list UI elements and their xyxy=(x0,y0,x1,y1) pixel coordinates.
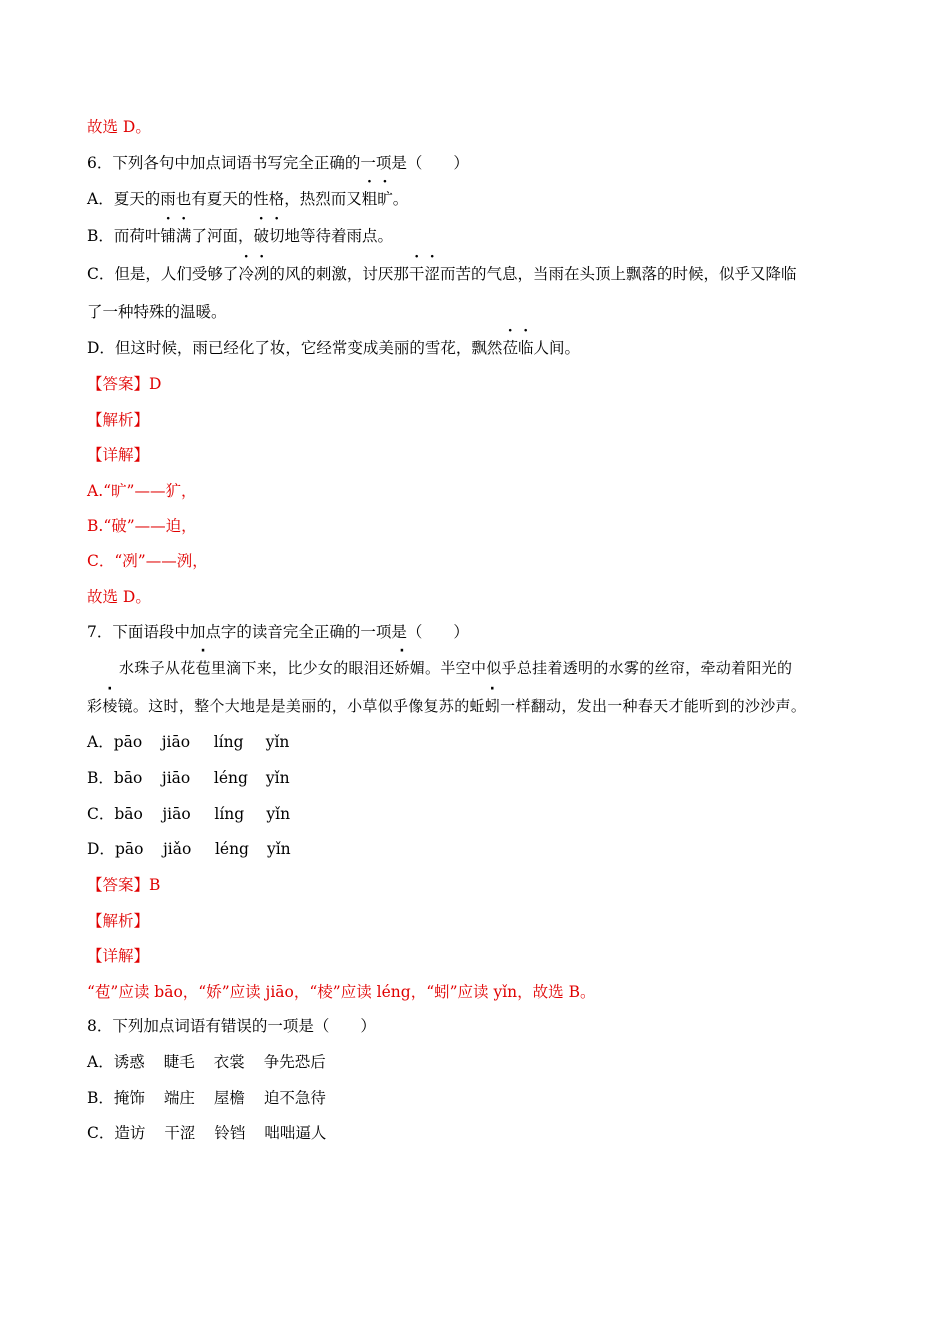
q8-option-c: C．造访 干涩 铃铛 咄咄逼人 xyxy=(87,1124,327,1142)
q6-option-c-cont: 了一种特殊的温暖。 xyxy=(87,303,227,321)
q6-option-d: D．但这时候，雨已经化了妆，它经常变成美丽的雪花，飘然莅临人间。 xyxy=(87,339,580,357)
q6-option-c: C．但是，人们受够了冷冽的风的刺激，讨厌那干涩而苦的气息，当雨在头顶上飘落的时候，似乎又降临 xyxy=(87,265,797,283)
q6-explain-c: C．“冽”——洌， xyxy=(87,552,208,570)
q7-stem: 7．下面语段中加点字的读音完全正确的一项是（ ） xyxy=(87,623,469,641)
q6-conclusion: 故选 D。 xyxy=(87,588,151,606)
q8-option-b: B．掩饰 端庄 屋檐 迫不急待 xyxy=(87,1089,326,1107)
q6-answer: 【答案】D xyxy=(87,375,162,393)
q8-option-a: A．诱惑 睫毛 衣裳 争先恐后 xyxy=(87,1053,326,1071)
q5-conclusion: 故选 D。 xyxy=(87,118,151,136)
q6-detail-label: 【详解】 xyxy=(87,446,150,464)
q7-option-d: D．pāo jiǎo léng yǐn xyxy=(87,840,291,858)
q6-analysis-label: 【解析】 xyxy=(87,411,150,429)
q7-analysis-label: 【解析】 xyxy=(87,912,150,930)
q7-passage-line2: 彩棱镜。这时，整个大地是是美丽的，小草似乎像复苏的蚯蚓一样翻动，发出一种春天才能听到的沙沙声。 xyxy=(87,697,807,715)
q8-stem: 8．下列加点词语有错误的一项是（ ） xyxy=(87,1017,376,1035)
q7-option-c: C．bāo jiāo líng yǐn xyxy=(87,805,291,823)
q7-option-a: A．pāo jiāo líng yǐn xyxy=(87,733,290,751)
q6-explain-b: B.“破”——迫， xyxy=(87,517,197,535)
q7-explanation: “苞”应读 bāo，“娇”应读 jiāo，“棱”应读 léng，“蚓”应读 yǐn，故选 B。 xyxy=(87,983,596,1001)
q7-passage-line1: 水珠子从花苞里滴下来，比少女的眼泪还娇媚。半空中似乎总挂着透明的水雾的丝帘，牵动着阳光的 xyxy=(119,659,793,677)
q7-option-b: B．bāo jiāo léng yǐn xyxy=(87,769,290,787)
q7-detail-label: 【详解】 xyxy=(87,947,150,965)
q6-option-b: B．而荷叶铺满了河面，破切地等待着雨点。 xyxy=(87,227,393,245)
q6-option-a: A．夏天的雨也有夏天的性格，热烈而又粗旷。 xyxy=(87,190,409,208)
q6-explain-a: A.“旷”——犷， xyxy=(87,482,197,500)
q6-stem: 6．下列各句中加点词语书写完全正确的一项是（ ） xyxy=(87,154,469,172)
q7-answer: 【答案】B xyxy=(87,876,161,894)
